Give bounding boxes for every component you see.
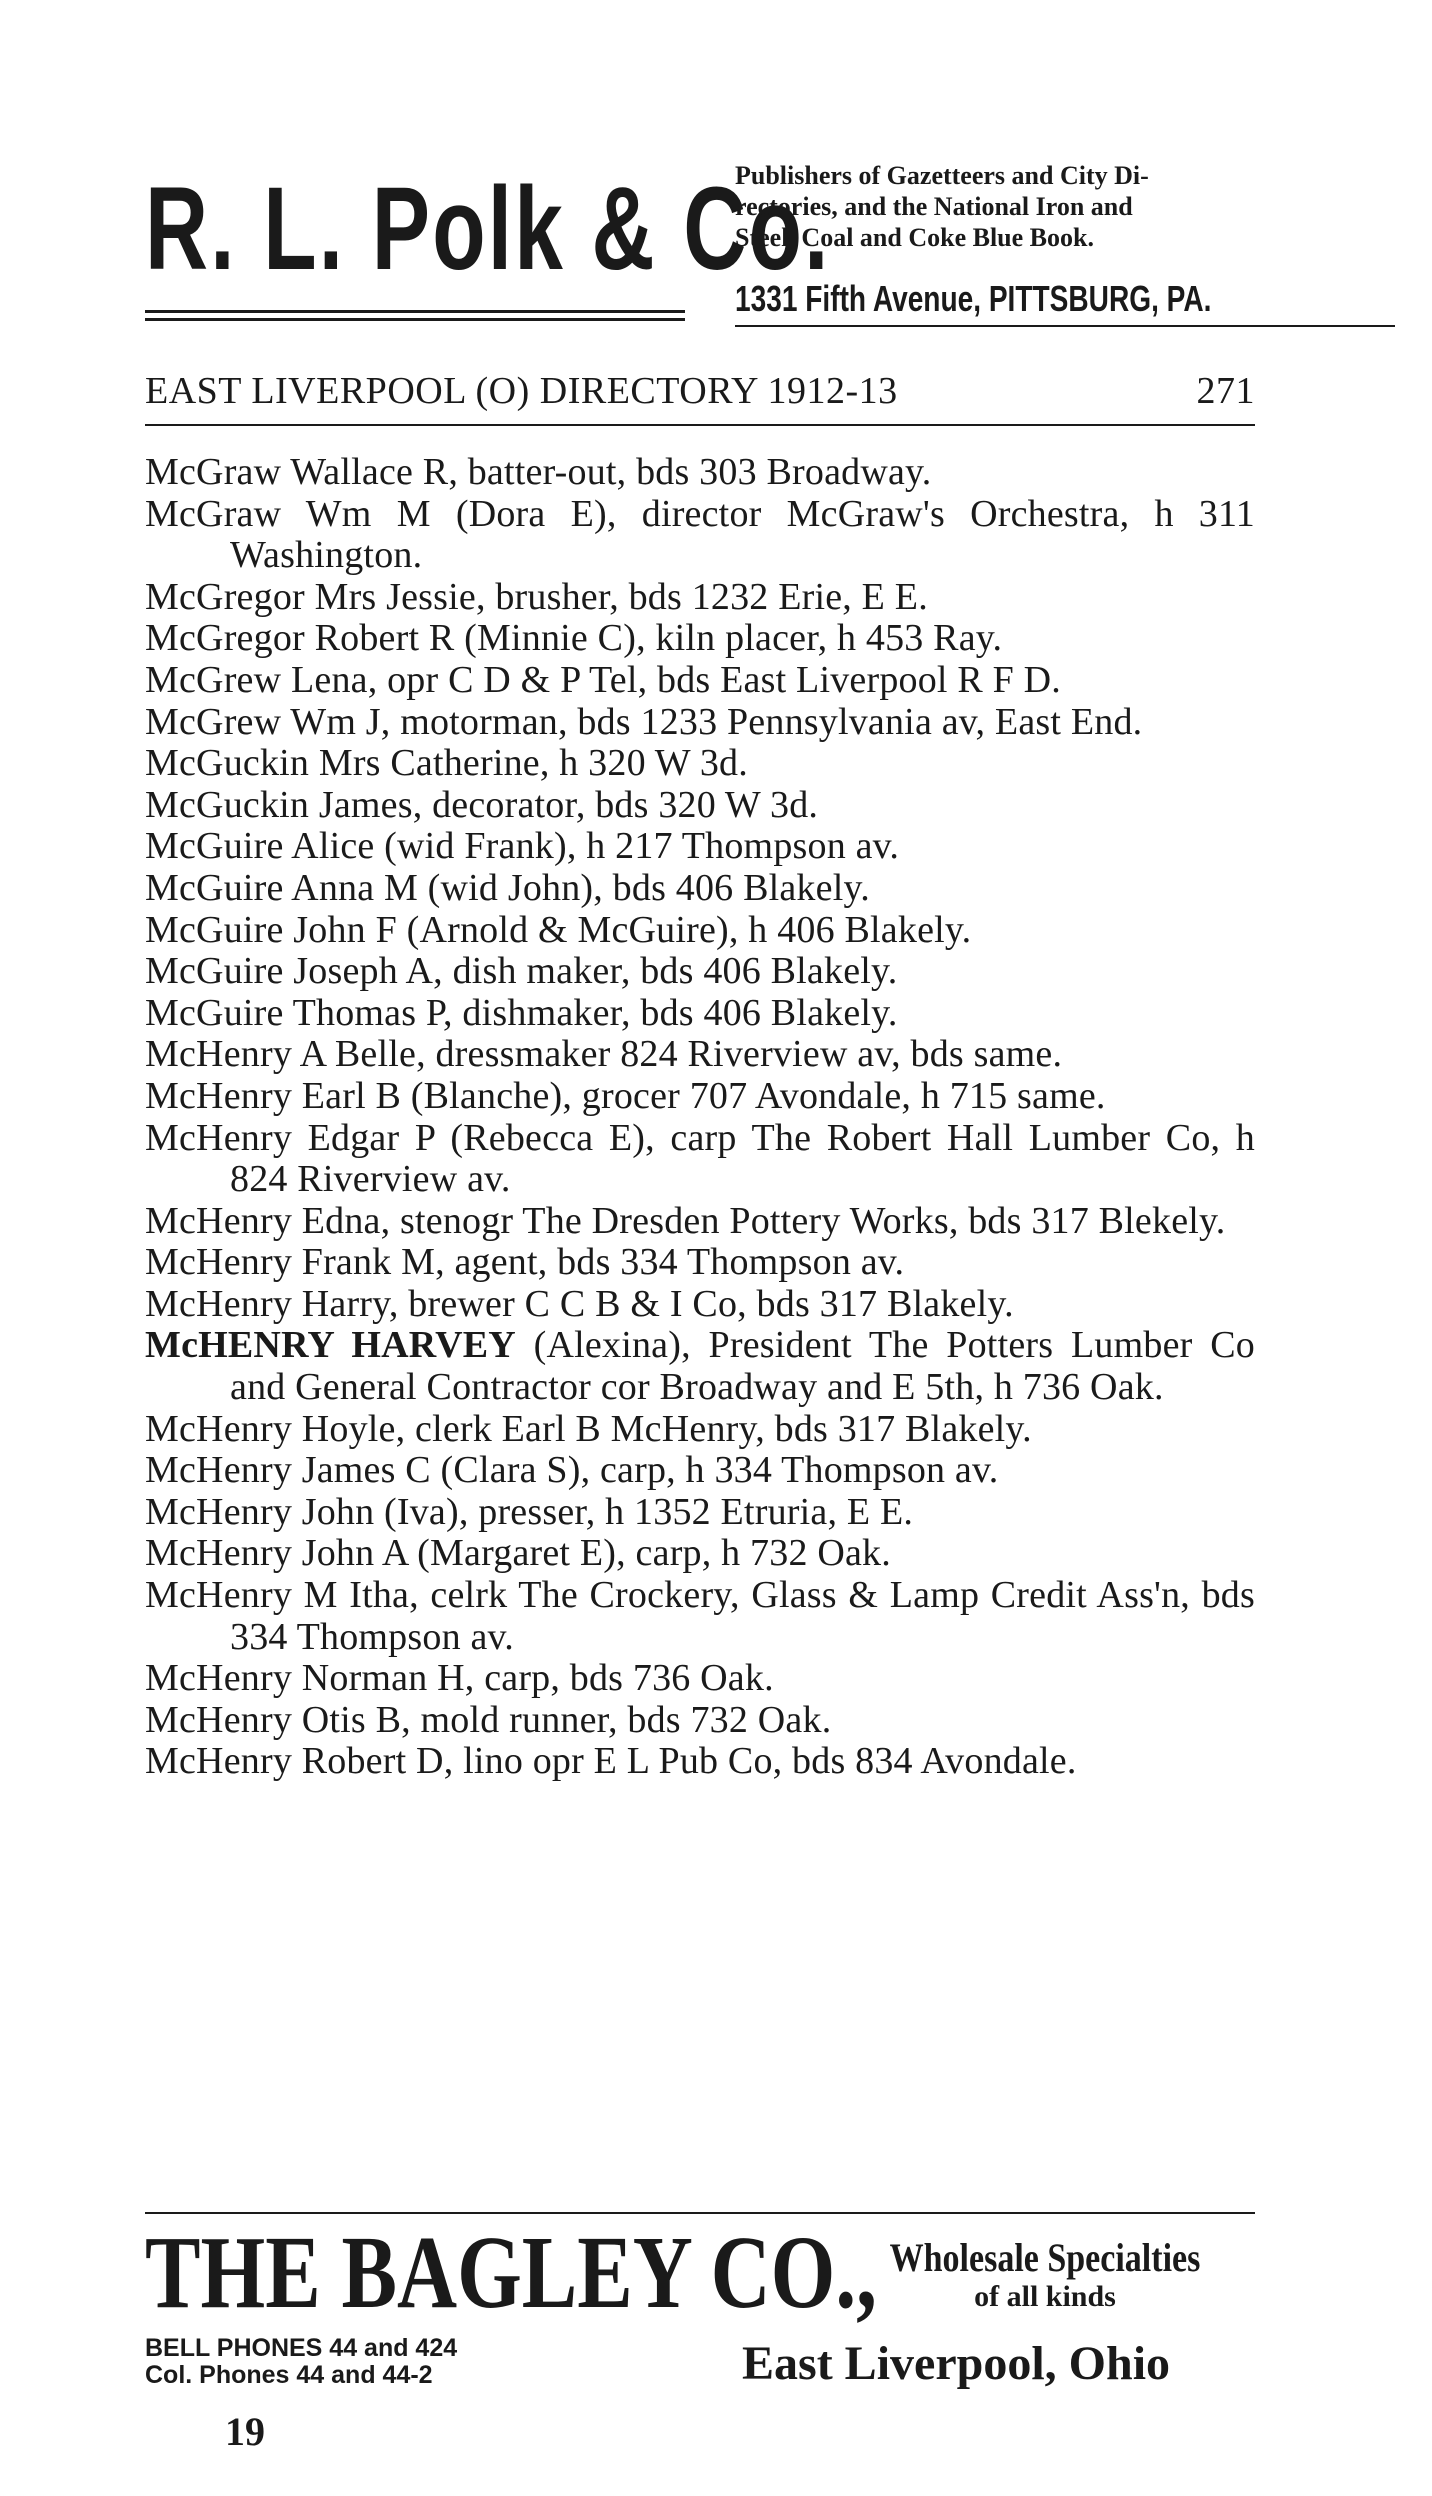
entry-name: McGuire (145, 866, 284, 909)
entry-details: John A (Margaret E), carp, h 732 Oak. (292, 1532, 891, 1575)
entry-details: Wm J, motorman, bds 1233 Pennsylvania av, East End. (281, 700, 1143, 743)
directory-entry (145, 494, 1255, 577)
directory-entry (145, 577, 1255, 619)
entry-details: James, decorator, bds 320 W 3d. (309, 783, 819, 826)
directory-entry (145, 1284, 1255, 1326)
polk-description-line: Steel, Coal and Coke Blue Book. (735, 223, 1094, 252)
directory-entry (145, 743, 1255, 785)
entry-details: Hoyle, clerk Earl B McHenry, bds 317 Blakely. (292, 1407, 1032, 1450)
directory-entry (145, 452, 1255, 494)
directory-entry (145, 702, 1255, 744)
entry-name: McHenry (145, 1657, 293, 1700)
entry-name: McGraw (145, 492, 282, 535)
entry-name: McHenry (145, 1282, 293, 1325)
entry-details: Earl B (Blanche), grocer 707 Avondale, h 715 same. (292, 1074, 1106, 1117)
directory-entry (145, 618, 1255, 660)
entry-details: Wallace R, batter-out, bds 303 Broadway. (281, 451, 932, 493)
directory-entry (145, 1533, 1255, 1575)
directory-entry (145, 868, 1255, 910)
entry-name: McGuckin (145, 742, 310, 785)
directory-entry (145, 1700, 1255, 1742)
entry-details: Mrs Jessie, brusher, bds 1232 Erie, E E. (304, 575, 928, 618)
directory-entry (145, 1201, 1255, 1243)
polk-description (735, 160, 1255, 253)
entry-name: McHenry (145, 1116, 293, 1159)
page-number: 271 (1196, 370, 1255, 412)
entry-name: McGregor (145, 575, 305, 618)
header-divider (145, 424, 1255, 426)
entry-name: McHenry (145, 1199, 293, 1242)
directory-entry (145, 1076, 1255, 1118)
polk-double-rule (145, 310, 685, 326)
entry-name: McHenry (145, 1449, 293, 1492)
directory-entry (145, 785, 1255, 827)
directory-entries (145, 452, 1255, 1783)
bagley-company-name: THE BAGLEY CO., (145, 2215, 877, 2330)
entry-name: McHenry (145, 1074, 293, 1117)
bagley-tagline-main: Wholesale Specialties (889, 2235, 1201, 2280)
entry-details: Thomas P, dishmaker, bds 406 Blakely. (283, 991, 898, 1034)
entry-details: Anna M (wid John), bds 406 Blakely. (283, 866, 870, 909)
bagley-tagline-sub: of all kinds (974, 2280, 1116, 2313)
bagley-city: East Liverpool, Ohio (742, 2337, 1171, 2390)
polk-company-name: R. L. Polk & Co. (145, 163, 831, 295)
directory-entry (145, 1658, 1255, 1700)
directory-entry (145, 1409, 1255, 1451)
entry-details: Alice (wid Frank), h 217 Thompson av. (283, 825, 900, 868)
entry-name: McHenry (145, 1490, 293, 1533)
entry-name: McGuire (145, 950, 284, 993)
entry-name: McHenry (145, 1241, 293, 1284)
running-header (145, 365, 1255, 421)
entry-name: McGrew (145, 658, 282, 701)
page-title: EAST LIVERPOOL (O) DIRECTORY 1912-13 (145, 370, 898, 412)
entry-name: McHenry (145, 1574, 293, 1617)
directory-entry (145, 1575, 1255, 1658)
directory-entry (145, 910, 1255, 952)
entry-name: McHenry (145, 1740, 293, 1783)
entry-details: John (Iva), presser, h 1352 Etruria, E E. (292, 1490, 914, 1533)
entry-details: Harry, brewer C C B & I Co, bds 317 Blakely. (292, 1282, 1014, 1325)
entry-name: McGraw (145, 451, 282, 493)
directory-entry (145, 826, 1255, 868)
entry-name: McGuckin (145, 783, 310, 826)
entry-details: Edna, stenogr The Dresden Pottery Works, bds 317 Blekely. (292, 1199, 1226, 1242)
entry-name: McGuire (145, 825, 284, 868)
entry-name: McHenry (145, 1033, 293, 1076)
directory-entry (145, 993, 1255, 1035)
entry-name: McGrew (145, 700, 282, 743)
entry-name: McGuire (145, 908, 284, 951)
entry-details: Lena, opr C D & P Tel, bds East Liverpool R F D. (281, 658, 1062, 701)
bagley-tagline (835, 2236, 1255, 2313)
directory-entry (145, 1450, 1255, 1492)
entry-details: James C (Clara S), carp, h 334 Thompson av. (292, 1449, 999, 1492)
directory-entry (145, 1325, 1255, 1408)
entry-details: Robert R (Minnie C), kiln placer, h 453 Ray. (304, 617, 1003, 660)
entry-details: John F (Arnold & McGuire), h 406 Blakely. (283, 908, 972, 951)
entry-name: McHenry (145, 1407, 293, 1450)
directory-entry (145, 1034, 1255, 1076)
entry-name: McHenry (145, 1532, 293, 1575)
entry-details: Robert D, lino opr E L Pub Co, bds 834 Avondale. (292, 1740, 1077, 1783)
entry-details: Wm M (Dora E), director McGraw's Orchestra, h 311 Washington. (230, 492, 1255, 577)
entry-name: McHENRY HARVEY (145, 1324, 516, 1367)
entry-details: Norman H, carp, bds 736 Oak. (292, 1657, 774, 1700)
directory-entry (145, 1242, 1255, 1284)
bagley-phones (145, 2335, 457, 2389)
entry-details: (Alexina), President The Potters Lumber Co and General Contractor cor Broadway and E 5th, h 736 Oak. (230, 1324, 1255, 1409)
bell-phones: BELL PHONES 44 and 424 (145, 2334, 458, 2362)
directory-entry (145, 1741, 1255, 1783)
directory-entry (145, 1118, 1255, 1201)
entry-name: McHenry (145, 1698, 293, 1741)
directory-entry (145, 660, 1255, 702)
ad-divider (735, 325, 1395, 327)
polk-description-line: Publishers of Gazetteers and City Di- (735, 161, 1149, 190)
entry-name: McGregor (145, 617, 305, 660)
signature-mark: 19 (225, 2409, 265, 2454)
entry-details: Frank M, agent, bds 334 Thompson av. (292, 1241, 905, 1284)
polk-description-line: rectories, and the National Iron and (735, 192, 1133, 221)
directory-entry (145, 1492, 1255, 1534)
directory-entry (145, 951, 1255, 993)
polk-address: 1331 Fifth Avenue, PITTSBURG, PA. (735, 278, 1212, 319)
entry-details: A Belle, dressmaker 824 Riverview av, bds same. (292, 1033, 1063, 1076)
entry-details: Joseph A, dish maker, bds 406 Blakely. (283, 950, 898, 993)
entry-details: Edgar P (Rebecca E), carp The Robert Hall Lumber Co, h 824 Riverview av. (230, 1116, 1255, 1201)
entry-details: Otis B, mold runner, bds 732 Oak. (292, 1698, 832, 1741)
col-phones: Col. Phones 44 and 44-2 (145, 2361, 433, 2389)
entry-details: M Itha, celrk The Crockery, Glass & Lamp Credit Ass'n, bds 334 Thompson av. (230, 1574, 1255, 1658)
entry-name: McGuire (145, 991, 284, 1034)
entry-details: Mrs Catherine, h 320 W 3d. (309, 742, 748, 785)
footer-divider (145, 2212, 1255, 2214)
polk-advertisement (145, 160, 1255, 340)
